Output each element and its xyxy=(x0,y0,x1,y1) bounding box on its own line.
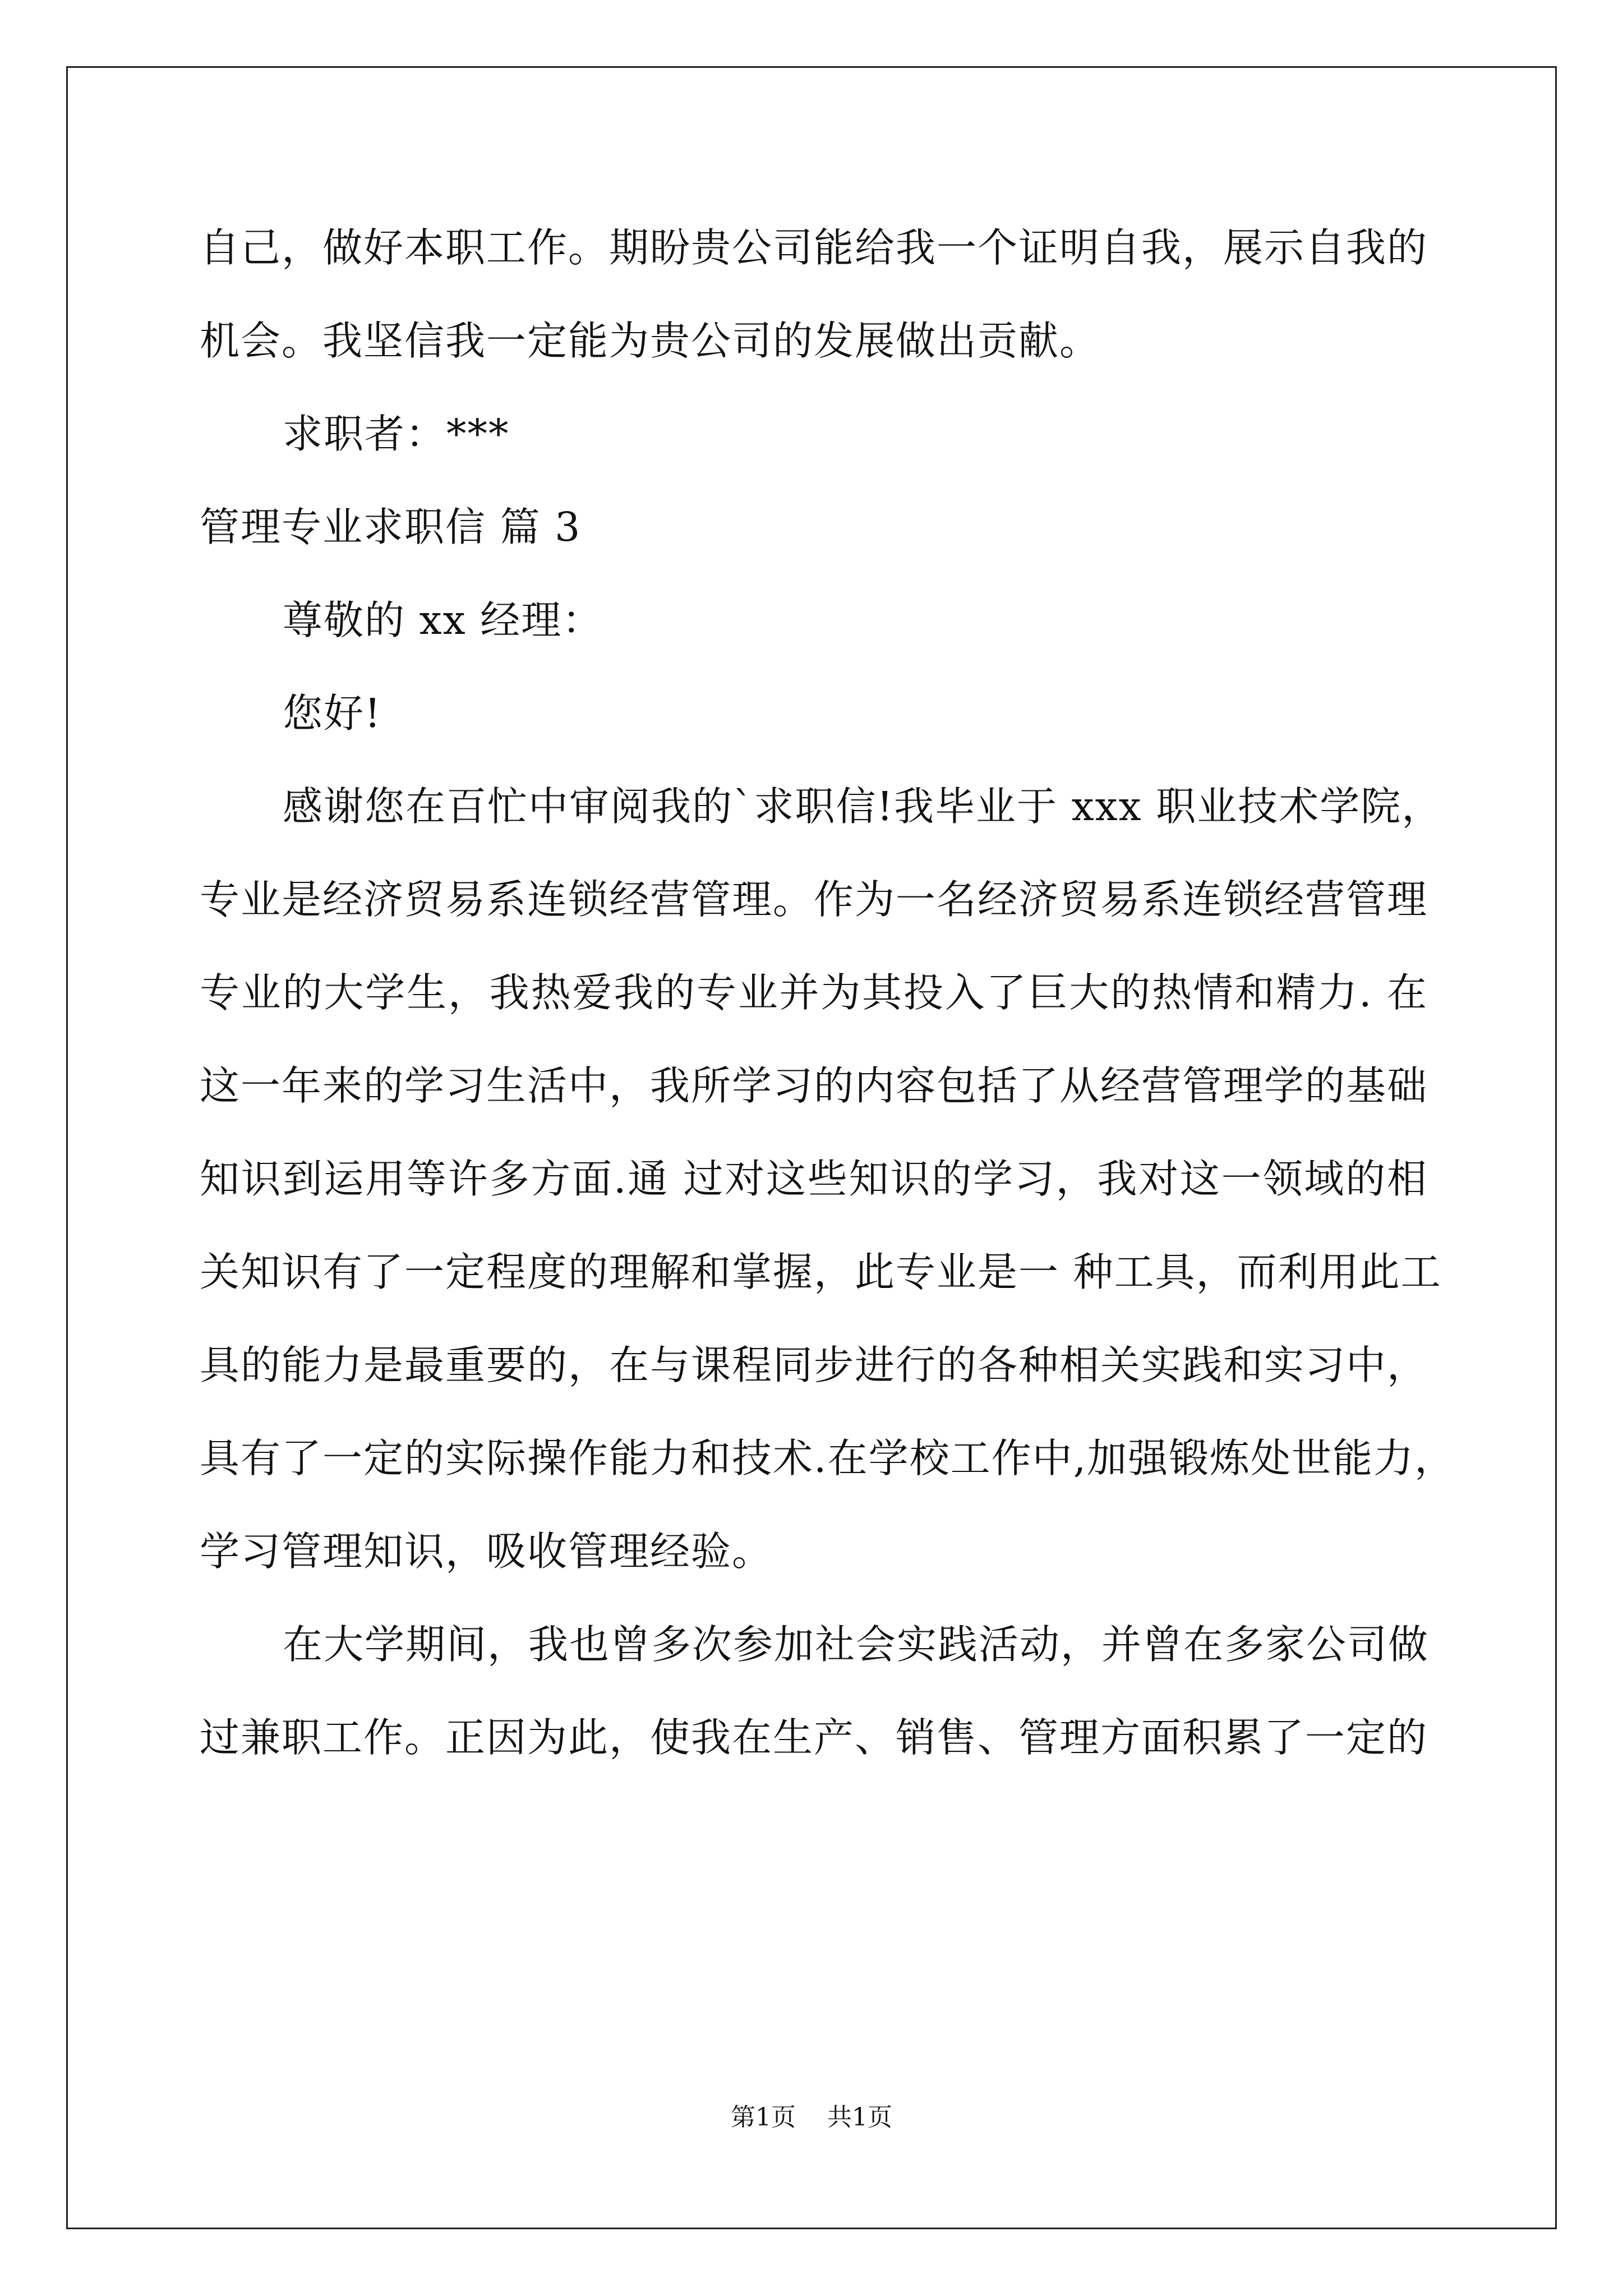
body-line: 这一年来的学习生活中，我所学习的内容包括了从经营管理学的基础 xyxy=(200,1062,1428,1109)
page-number: 第1页 xyxy=(731,2103,796,2132)
body-line: 具有了一定的实际操作能力和技术.在学校工作中,加强锻炼处世能力， xyxy=(200,1435,1456,1481)
signature-line: 求职者：*** xyxy=(283,411,510,457)
body-line: 过兼职工作。正因为此，使我在生产、销售、管理方面积累了一定的 xyxy=(200,1714,1428,1761)
greeting: 您好! xyxy=(283,690,382,737)
body-line: 专业是经济贸易系连锁经营管理。作为一名经济贸易系连锁经营管理 xyxy=(200,876,1428,923)
body-line: 专业的大学生，我热爱我的专业并为其投入了巨大的热情和精力. 在 xyxy=(200,969,1428,1016)
body-line: 具的能力是最重要的，在与课程同步进行的各种相关实践和实习中， xyxy=(200,1342,1428,1388)
page-border xyxy=(66,66,1557,2229)
body-line: 自己，做好本职工作。期盼贵公司能给我一个证明自我，展示自我的 xyxy=(200,224,1428,271)
salutation: 尊敬的 xx 经理： xyxy=(283,597,603,643)
page-footer xyxy=(0,2101,1623,2134)
section-heading: 管理专业求职信 篇 3 xyxy=(200,504,582,550)
body-line: 机会。我坚信我一定能为贵公司的发展做出贡献。 xyxy=(200,318,1101,364)
body-line: 关知识有了一定程度的理解和掌握，此专业是一 种工具，而利用此工 xyxy=(200,1249,1442,1295)
body-line: 学习管理知识，吸收管理经验。 xyxy=(200,1528,773,1575)
body-line: 知识到运用等许多方面.通 过对这些知识的学习，我对这一领域的相 xyxy=(200,1156,1428,1202)
page-total: 共1页 xyxy=(827,2103,892,2132)
body-line: 感谢您在百忙中审阅我的`求职信!我毕业于 xxx 职业技术学院， xyxy=(283,783,1443,830)
body-line: 在大学期间，我也曾多次参加社会实践活动，并曾在多家公司做 xyxy=(283,1621,1430,1668)
